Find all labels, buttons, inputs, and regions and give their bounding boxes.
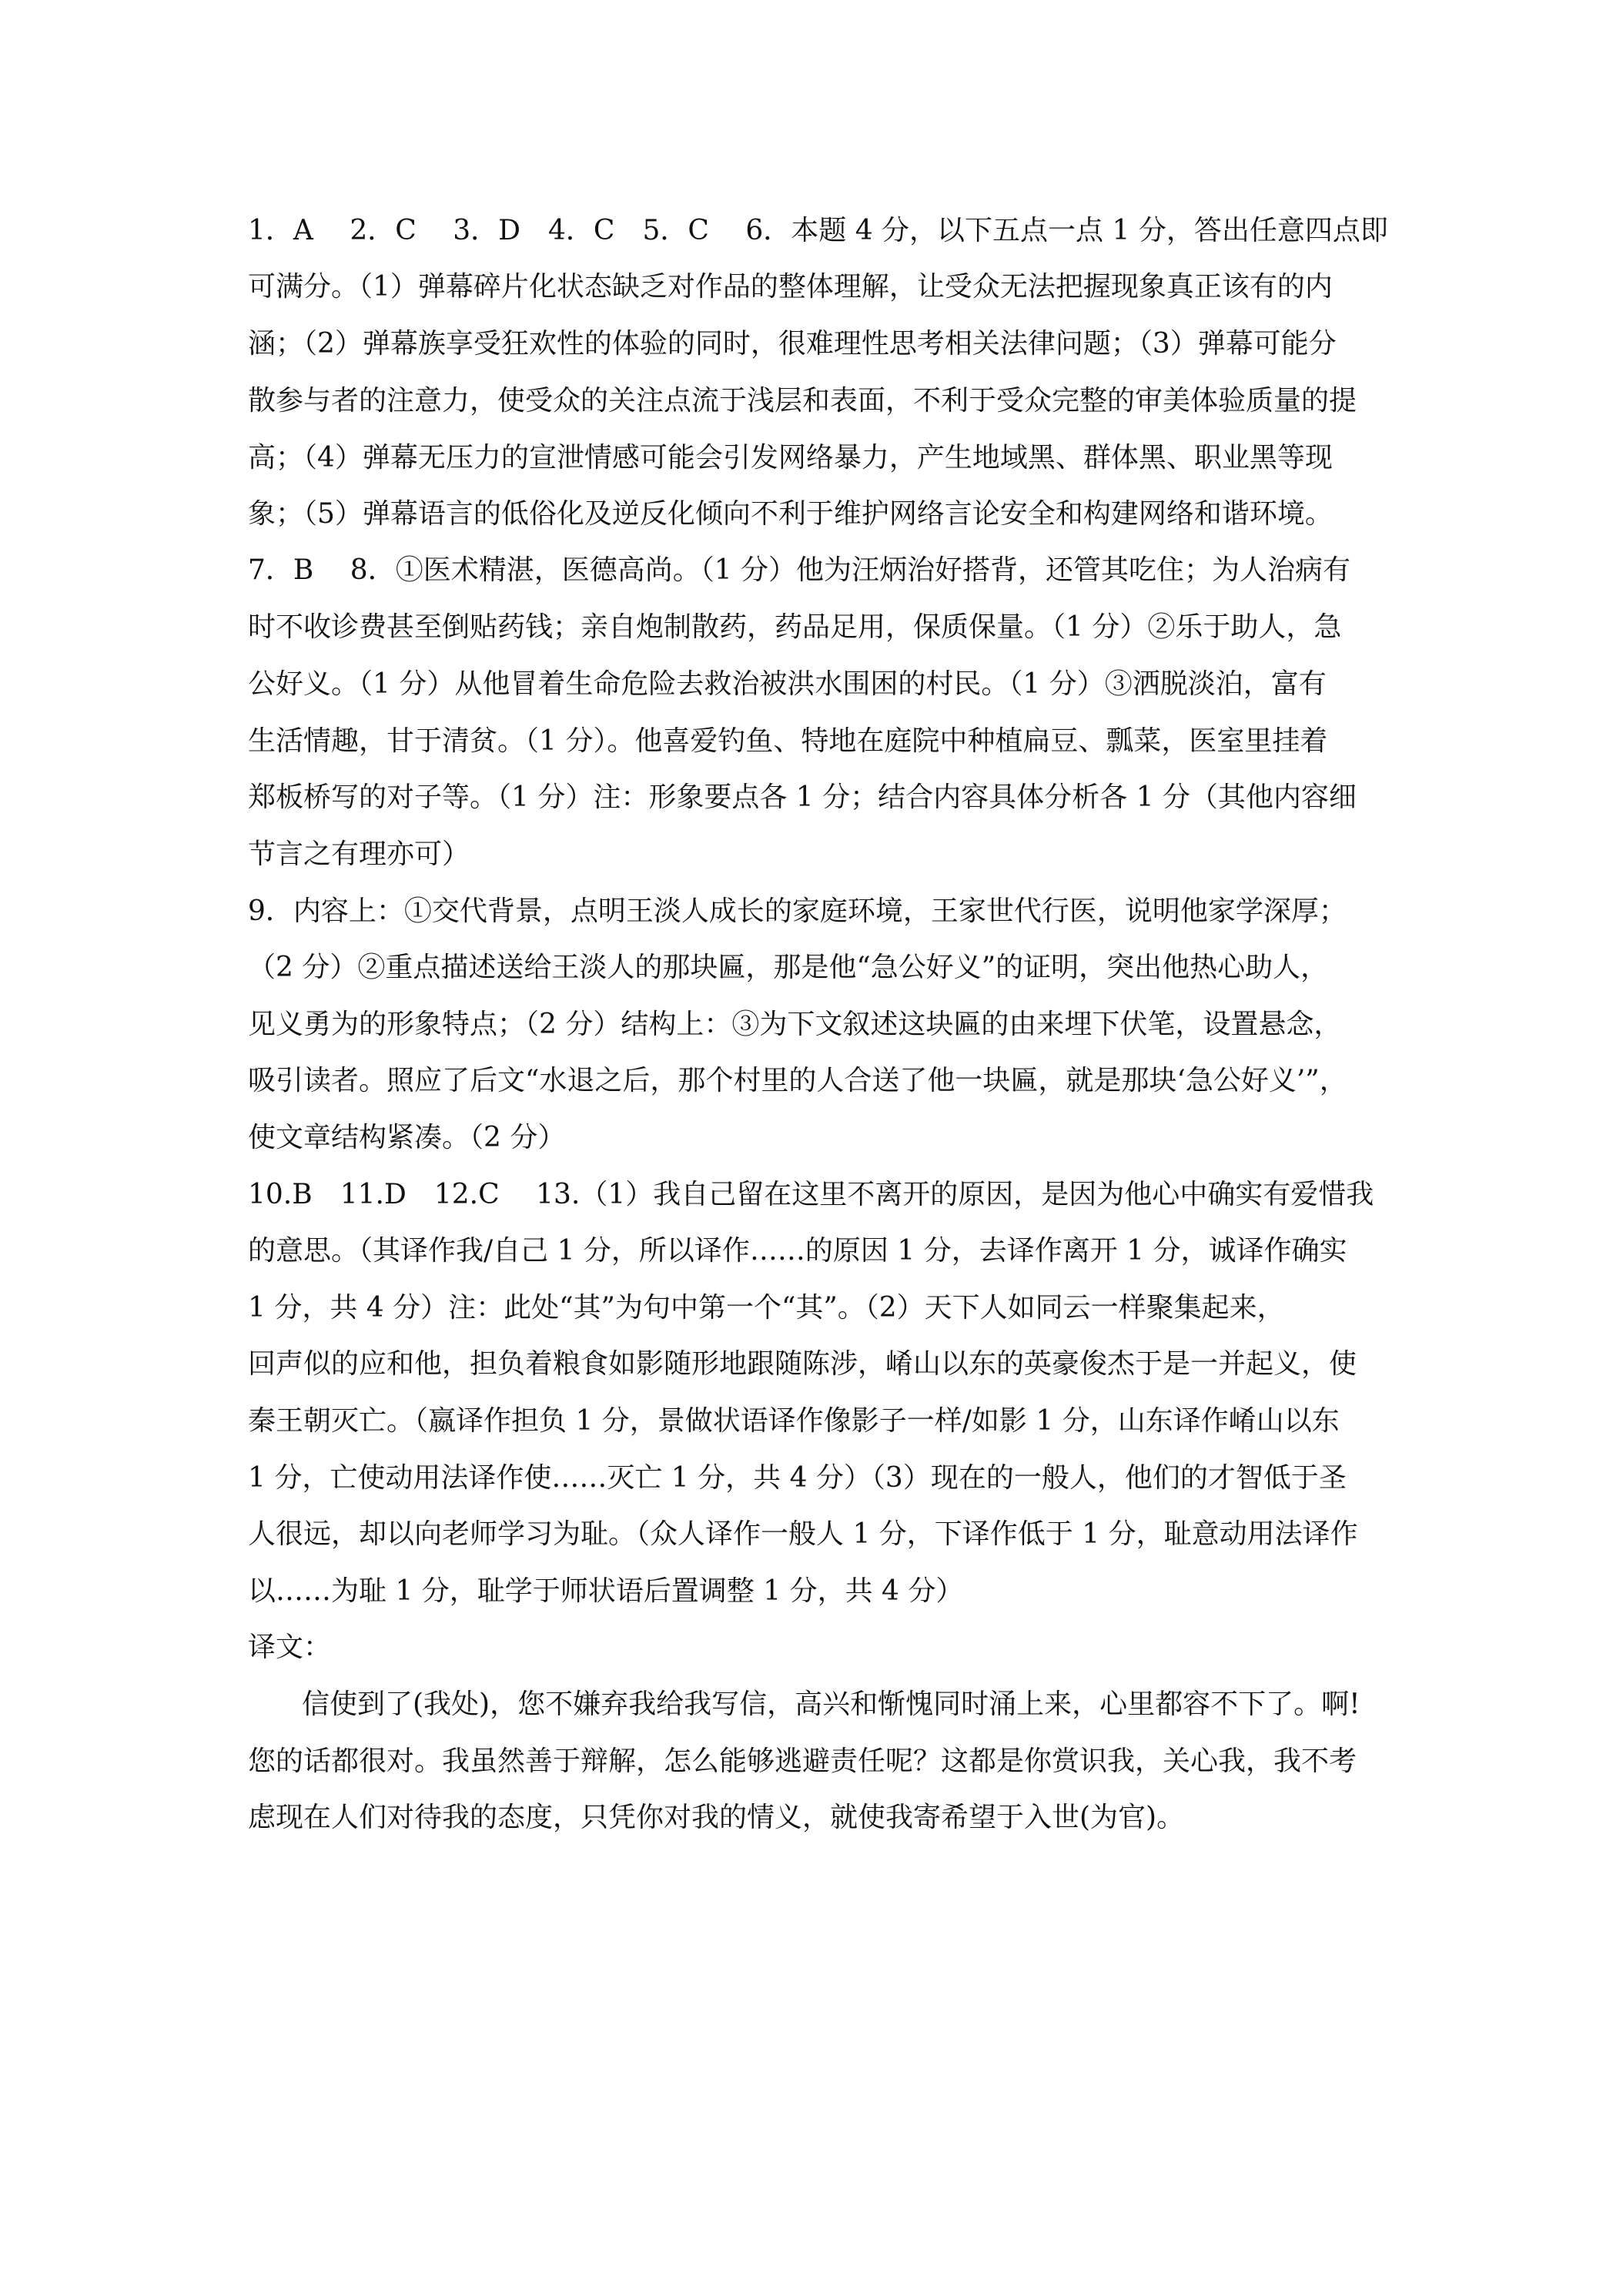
text-line: 散参与者的注意力，使受众的关注点流于浅层和表面，不利于受众完整的审美体验质量的提	[248, 385, 1357, 417]
text-line: 高；（4）弹幕无压力的宣泄情感可能会引发网络暴力，产生地域黑、群体黑、职业黑等现	[248, 442, 1333, 474]
text-line: 公好义。（1 分）从他冒着生命危险去救治被洪水围困的村民。（1 分）③洒脱淡泊，富有	[248, 668, 1327, 700]
text-line: 使文章结构紧凑。（2 分）	[248, 1122, 566, 1153]
text-line: 10.B 11.D 12.C 13.（1）我自己留在这里不离开的原因，是因为他心中确实有爱惜我	[248, 1179, 1374, 1210]
text-line: 的意思。（其译作我/自己 1 分，所以译作……的原因 1 分，去译作离开 1 分，诚译作确实	[248, 1235, 1347, 1267]
text-line: 时不收诊费甚至倒贴药钱；亲自炮制散药，药品足用，保质保量。（1 分）②乐于助人，急	[248, 611, 1342, 643]
text-line: （2 分）②重点描述送给王淡人的那块匾，那是他“急公好义”的证明，突出他热心助人，	[248, 952, 1329, 983]
text-line: 见义勇为的形象特点；（2 分）结构上：③为下文叙述这块匾的由来埋下伏笔，设置悬念，	[248, 1009, 1342, 1040]
text-line: 1 分，共 4 分）注：此处“其”为句中第一个“其”。（2）天下人如同云一样聚集起来，	[248, 1292, 1285, 1324]
text-line: 象；（5）弹幕语言的低俗化及逆反化倾向不利于维护网络言论安全和构建网络和谐环境。	[248, 498, 1333, 530]
text-line: 节言之有理亦可）	[248, 838, 470, 870]
text-line: 您的话都很对。我虽然善于辩解，怎么能够逃避责任呢？这都是你赏识我，关心我，我不考	[248, 1745, 1357, 1777]
text-line: 涵；（2）弹幕族享受狂欢性的体验的同时，很难理性思考相关法律问题；（3）弹幕可能分	[248, 328, 1337, 360]
text-line: 7．B 8．①医术精湛，医德高尚。（1 分）他为汪炳治好搭背，还管其吃住；为人治病有	[248, 554, 1351, 586]
text-line: 吸引读者。照应了后文“水退之后，那个村里的人合送了他一块匾，就是那块‘急公好义’”，	[248, 1065, 1347, 1096]
text-line: 秦王朝灭亡。（嬴译作担负 1 分，景做状语译作像影子一样/如影 1 分，山东译作崤山以东	[248, 1405, 1340, 1437]
section-heading-translation: 译文：	[248, 1632, 332, 1663]
text-line: 信使到了(我处)，您不嫌弃我给我写信，高兴和惭愧同时涌上来，心里都容不下了。啊!	[302, 1689, 1360, 1720]
text-line: 9．内容上：①交代背景，点明王淡人成长的家庭环境，王家世代行医，说明他家学深厚；	[248, 895, 1347, 927]
text-line: 虑现在人们对待我的态度，只凭你对我的情义，就使我寄希望于入世(为官)。	[248, 1802, 1185, 1833]
text-line: 1 分，亡使动用法译作使……灭亡 1 分，共 4 分）（3）现在的一般人，他们的才智低于圣	[248, 1462, 1347, 1494]
text-line: 1．A 2．C 3．D 4．C 5．C 6．本题 4 分，以下五点一点 1 分，答出任意四点即	[248, 215, 1388, 246]
text-line: 生活情趣，甘于清贫。（1 分）。他喜爱钓鱼、特地在庭院中种植扁豆、瓢菜，医室里挂着	[248, 725, 1328, 757]
text-line: 以……为耻 1 分，耻学于师状语后置调整 1 分，共 4 分）	[248, 1575, 964, 1607]
text-line: 回声似的应和他，担负着粮食如影随形地跟随陈涉，崤山以东的英豪俊杰于是一并起义，使	[248, 1348, 1357, 1380]
text-line: 郑板桥写的对子等。（1 分）注：形象要点各 1 分；结合内容具体分析各 1 分（其他内容细	[248, 782, 1357, 813]
text-line: 可满分。（1）弹幕碎片化状态缺乏对作品的整体理解，让受众无法把握现象真正该有的内	[248, 271, 1333, 303]
text-line: 人很远，却以向老师学习为耻。（众人译作一般人 1 分，下译作低于 1 分，耻意动用法译作	[248, 1518, 1358, 1550]
